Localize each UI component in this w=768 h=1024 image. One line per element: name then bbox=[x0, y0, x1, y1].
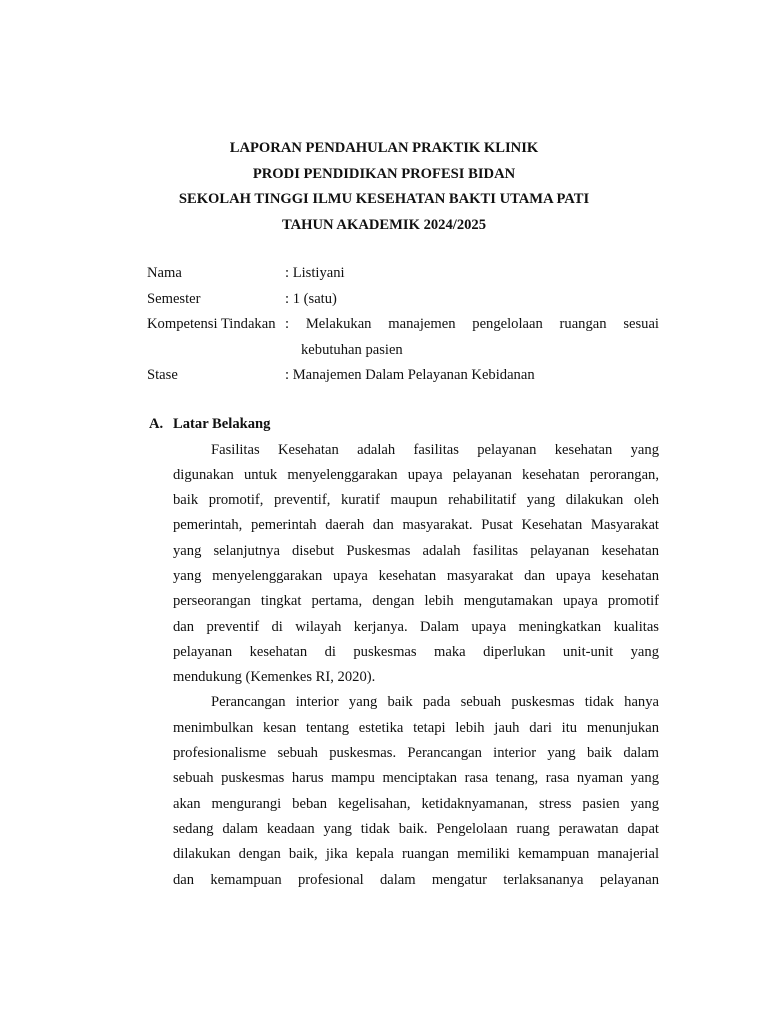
semester-value: : 1 (satu) bbox=[285, 290, 337, 307]
paragraph-line: pemerintah, pemerintah daerah dan masyarakat. Pusat Kesehatan Masyarakat bbox=[173, 517, 659, 534]
nama-value: : Listiyani bbox=[285, 265, 345, 281]
title-line-3: SEKOLAH TINGGI ILMU KESEHATAN BAKTI UTAMA PATI bbox=[178, 191, 590, 207]
paragraph-line: dilakukan dengan baik, jika kepala ruangan memiliki kemampuan manajerial bbox=[173, 846, 659, 863]
paragraph-line: akan mengurangi beban kegelisahan, ketidaknyamanan, stress pasien yang bbox=[173, 795, 659, 812]
paragraph-line: perseorangan tingkat pertama, dengan lebih mengutamakan upaya promotif bbox=[173, 593, 659, 610]
paragraph-2 bbox=[173, 690, 659, 892]
stase-value: : Manajemen Dalam Pelayanan Kebidanan bbox=[285, 367, 535, 383]
paragraph-line: pelayanan kesehatan di puskesmas maka diperlukan unit-unit yang bbox=[173, 643, 659, 660]
paragraph-line: mendukung (Kemenkes RI, 2020). bbox=[173, 669, 376, 686]
nama-label: Nama bbox=[147, 265, 182, 281]
info-row-nama bbox=[147, 261, 659, 287]
kompetensi-value-line-1: : Melakukan manajemen pengelolaan ruangan sesuai bbox=[285, 316, 659, 332]
kompetensi-label: Kompetensi Tindakan bbox=[147, 316, 276, 332]
paragraph-line: menimbulkan kesan tentang estetika tetapi lebih jauh dari itu menunjukan bbox=[173, 719, 659, 736]
paragraph-line: Perancangan interior yang baik pada sebuah puskesmas tidak hanya bbox=[211, 694, 659, 711]
paragraph-line: sedang dalam keadaan yang tidak baik. Pengelolaan ruang perawatan dapat bbox=[173, 820, 659, 837]
identity-table bbox=[147, 261, 659, 389]
paragraph-1 bbox=[173, 438, 659, 691]
semester-label: Semester bbox=[147, 290, 201, 307]
title-line-2: PRODI PENDIDIKAN PROFESI BIDAN bbox=[252, 165, 516, 182]
paragraph-line: profesionalisme sebuah puskesmas. Perancangan interior yang baik dalam bbox=[173, 745, 659, 762]
paragraph-line: sebuah puskesmas harus mampu menciptakan rasa tenang, rasa nyaman yang bbox=[173, 770, 659, 787]
section-latar-belakang bbox=[149, 412, 659, 893]
paragraph-line: Fasilitas Kesehatan adalah fasilitas pelayanan kesehatan yang bbox=[211, 441, 659, 458]
info-row-semester bbox=[147, 287, 659, 313]
section-letter: A. bbox=[149, 416, 164, 432]
section-heading bbox=[149, 412, 659, 438]
paragraph-line: yang menyelenggarakan upaya kesehatan masyarakat dan upaya kesehatan bbox=[173, 567, 659, 584]
paragraph-line: dan kemampuan profesional dalam mengatur terlaksananya pelayanan bbox=[173, 871, 659, 888]
paragraph-line: baik promotif, preventif, kuratif maupun rehabilitatif yang dilakukan oleh bbox=[173, 492, 659, 509]
paragraph-line: digunakan untuk menyelenggarakan upaya pelayanan kesehatan perorangan, bbox=[173, 466, 659, 483]
title-line-1: LAPORAN PENDAHULAN PRAKTIK KLINIK bbox=[229, 140, 539, 156]
kompetensi-value-line-2: kebutuhan pasien bbox=[301, 341, 403, 358]
paragraph-line: yang selanjutnya disebut Puskesmas adalah fasilitas pelayanan kesehatan bbox=[173, 542, 659, 559]
section-title: Latar Belakang bbox=[173, 416, 271, 432]
stase-label: Stase bbox=[147, 367, 178, 383]
kompetensi-value bbox=[285, 312, 659, 363]
info-row-stase bbox=[147, 363, 659, 389]
report-title-block bbox=[0, 136, 768, 238]
info-row-kompetensi bbox=[147, 312, 659, 363]
paragraph-line: dan preventif di wilayah kerjanya. Dalam upaya meningkatkan kualitas bbox=[173, 618, 659, 635]
title-line-4: TAHUN AKADEMIK 2024/2025 bbox=[281, 216, 487, 233]
